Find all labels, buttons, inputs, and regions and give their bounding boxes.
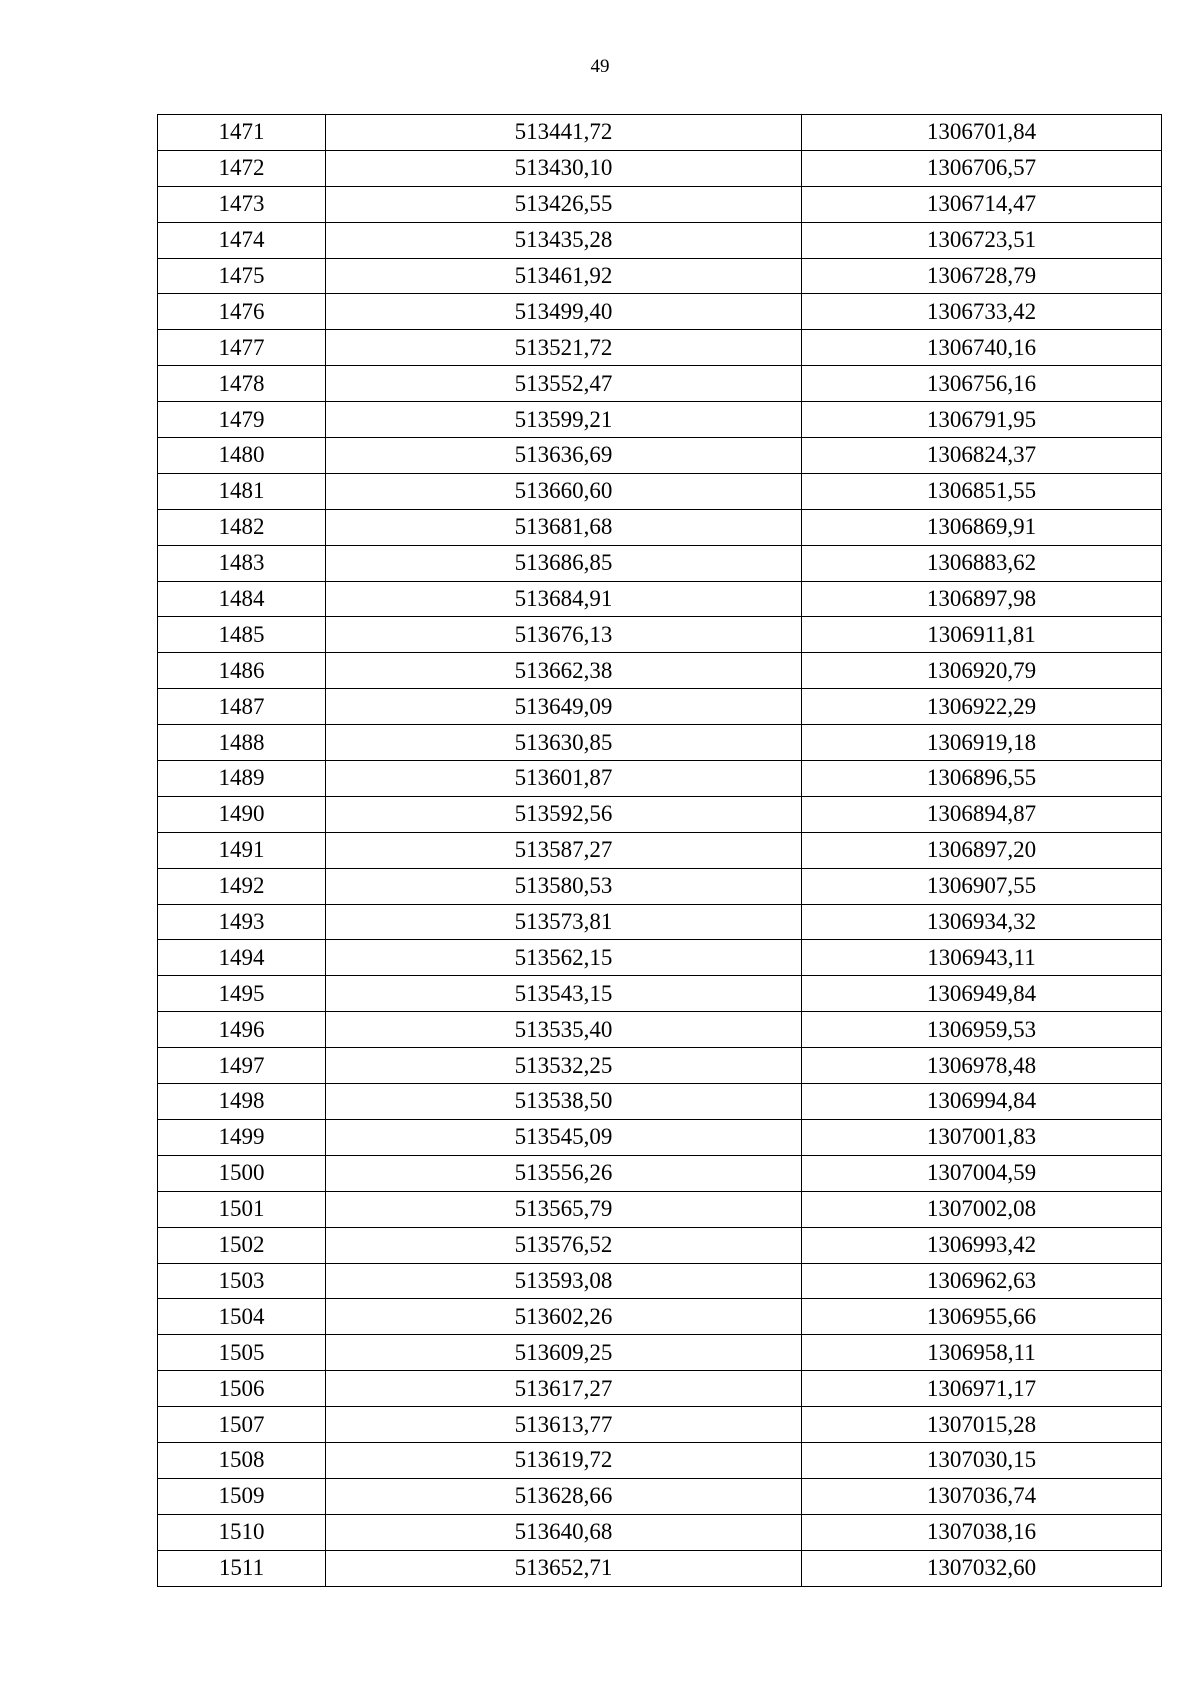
table-row [158,1227,1162,1263]
x-coordinate-cell: 513430,10 [326,150,802,186]
y-coordinate-cell: 1306943,11 [802,940,1162,976]
x-coordinate-cell: 513684,91 [326,581,802,617]
x-coordinate-cell: 513545,09 [326,1119,802,1155]
point-number-cell: 1502 [158,1227,326,1263]
table-row [158,653,1162,689]
y-coordinate-cell: 1306897,20 [802,832,1162,868]
x-coordinate-cell: 513538,50 [326,1084,802,1120]
table-row [158,545,1162,581]
point-number-cell: 1480 [158,438,326,474]
coordinates-table-body [158,115,1162,1587]
y-coordinate-cell: 1306851,55 [802,473,1162,509]
x-coordinate-cell: 513613,77 [326,1407,802,1443]
table-row [158,761,1162,797]
x-coordinate-cell: 513652,71 [326,1550,802,1586]
point-number-cell: 1511 [158,1550,326,1586]
point-number-cell: 1475 [158,258,326,294]
y-coordinate-cell: 1306701,84 [802,115,1162,151]
table-row [158,796,1162,832]
table-row [158,725,1162,761]
table-row [158,1442,1162,1478]
point-number-cell: 1482 [158,509,326,545]
point-number-cell: 1499 [158,1119,326,1155]
y-coordinate-cell: 1306911,81 [802,617,1162,653]
x-coordinate-cell: 513630,85 [326,725,802,761]
y-coordinate-cell: 1306919,18 [802,725,1162,761]
point-number-cell: 1505 [158,1335,326,1371]
table-row [158,509,1162,545]
point-number-cell: 1472 [158,150,326,186]
x-coordinate-cell: 513649,09 [326,689,802,725]
x-coordinate-cell: 513562,15 [326,940,802,976]
y-coordinate-cell: 1306959,53 [802,1012,1162,1048]
x-coordinate-cell: 513592,56 [326,796,802,832]
point-number-cell: 1508 [158,1442,326,1478]
point-number-cell: 1488 [158,725,326,761]
y-coordinate-cell: 1306971,17 [802,1371,1162,1407]
point-number-cell: 1490 [158,796,326,832]
table-row [158,1012,1162,1048]
y-coordinate-cell: 1307036,74 [802,1478,1162,1514]
y-coordinate-cell: 1306756,16 [802,366,1162,402]
x-coordinate-cell: 513573,81 [326,904,802,940]
point-number-cell: 1481 [158,473,326,509]
x-coordinate-cell: 513587,27 [326,832,802,868]
x-coordinate-cell: 513662,38 [326,653,802,689]
x-coordinate-cell: 513499,40 [326,294,802,330]
y-coordinate-cell: 1306958,11 [802,1335,1162,1371]
y-coordinate-cell: 1306706,57 [802,150,1162,186]
point-number-cell: 1474 [158,222,326,258]
point-number-cell: 1471 [158,115,326,151]
x-coordinate-cell: 513441,72 [326,115,802,151]
point-number-cell: 1489 [158,761,326,797]
point-number-cell: 1478 [158,366,326,402]
y-coordinate-cell: 1306869,91 [802,509,1162,545]
y-coordinate-cell: 1307030,15 [802,1442,1162,1478]
table-row [158,689,1162,725]
x-coordinate-cell: 513580,53 [326,868,802,904]
y-coordinate-cell: 1306791,95 [802,402,1162,438]
y-coordinate-cell: 1306949,84 [802,976,1162,1012]
table-row [158,366,1162,402]
point-number-cell: 1498 [158,1084,326,1120]
x-coordinate-cell: 513601,87 [326,761,802,797]
table-row [158,473,1162,509]
x-coordinate-cell: 513686,85 [326,545,802,581]
point-number-cell: 1507 [158,1407,326,1443]
x-coordinate-cell: 513619,72 [326,1442,802,1478]
x-coordinate-cell: 513461,92 [326,258,802,294]
table-row [158,1478,1162,1514]
x-coordinate-cell: 513681,68 [326,509,802,545]
table-row [158,1371,1162,1407]
table-row [158,1407,1162,1443]
table-row [158,868,1162,904]
point-number-cell: 1495 [158,976,326,1012]
table-row [158,940,1162,976]
x-coordinate-cell: 513640,68 [326,1514,802,1550]
point-number-cell: 1487 [158,689,326,725]
y-coordinate-cell: 1306894,87 [802,796,1162,832]
point-number-cell: 1503 [158,1263,326,1299]
table-row [158,1048,1162,1084]
point-number-cell: 1484 [158,581,326,617]
x-coordinate-cell: 513543,15 [326,976,802,1012]
x-coordinate-cell: 513599,21 [326,402,802,438]
x-coordinate-cell: 513676,13 [326,617,802,653]
point-number-cell: 1476 [158,294,326,330]
table-row [158,294,1162,330]
y-coordinate-cell: 1306714,47 [802,186,1162,222]
x-coordinate-cell: 513602,26 [326,1299,802,1335]
table-row [158,904,1162,940]
x-coordinate-cell: 513521,72 [326,330,802,366]
x-coordinate-cell: 513636,69 [326,438,802,474]
y-coordinate-cell: 1306728,79 [802,258,1162,294]
table-row [158,1084,1162,1120]
x-coordinate-cell: 513435,28 [326,222,802,258]
x-coordinate-cell: 513609,25 [326,1335,802,1371]
y-coordinate-cell: 1306740,16 [802,330,1162,366]
table-row [158,617,1162,653]
x-coordinate-cell: 513617,27 [326,1371,802,1407]
y-coordinate-cell: 1307001,83 [802,1119,1162,1155]
y-coordinate-cell: 1306723,51 [802,222,1162,258]
y-coordinate-cell: 1306896,55 [802,761,1162,797]
table-row [158,1191,1162,1227]
table-row [158,1263,1162,1299]
point-number-cell: 1492 [158,868,326,904]
x-coordinate-cell: 513535,40 [326,1012,802,1048]
point-number-cell: 1485 [158,617,326,653]
y-coordinate-cell: 1307015,28 [802,1407,1162,1443]
y-coordinate-cell: 1306978,48 [802,1048,1162,1084]
table-row [158,1119,1162,1155]
table-row [158,150,1162,186]
table-row [158,1299,1162,1335]
x-coordinate-cell: 513426,55 [326,186,802,222]
coordinates-table [157,114,1162,1587]
table-row [158,402,1162,438]
point-number-cell: 1497 [158,1048,326,1084]
y-coordinate-cell: 1306994,84 [802,1084,1162,1120]
point-number-cell: 1504 [158,1299,326,1335]
point-number-cell: 1491 [158,832,326,868]
point-number-cell: 1479 [158,402,326,438]
page-number: 49 [590,56,610,77]
table-row [158,186,1162,222]
y-coordinate-cell: 1306907,55 [802,868,1162,904]
y-coordinate-cell: 1306934,32 [802,904,1162,940]
table-row [158,1550,1162,1586]
y-coordinate-cell: 1306922,29 [802,689,1162,725]
table-row [158,258,1162,294]
table-row [158,976,1162,1012]
x-coordinate-cell: 513576,52 [326,1227,802,1263]
x-coordinate-cell: 513552,47 [326,366,802,402]
table-row [158,1514,1162,1550]
point-number-cell: 1500 [158,1155,326,1191]
y-coordinate-cell: 1307004,59 [802,1155,1162,1191]
point-number-cell: 1510 [158,1514,326,1550]
table-row [158,1335,1162,1371]
point-number-cell: 1473 [158,186,326,222]
x-coordinate-cell: 513532,25 [326,1048,802,1084]
x-coordinate-cell: 513628,66 [326,1478,802,1514]
y-coordinate-cell: 1306962,63 [802,1263,1162,1299]
point-number-cell: 1501 [158,1191,326,1227]
table-row [158,832,1162,868]
y-coordinate-cell: 1306733,42 [802,294,1162,330]
x-coordinate-cell: 513660,60 [326,473,802,509]
x-coordinate-cell: 513565,79 [326,1191,802,1227]
y-coordinate-cell: 1306824,37 [802,438,1162,474]
y-coordinate-cell: 1307038,16 [802,1514,1162,1550]
table-row [158,222,1162,258]
table-row [158,115,1162,151]
table-row [158,438,1162,474]
point-number-cell: 1486 [158,653,326,689]
point-number-cell: 1506 [158,1371,326,1407]
point-number-cell: 1494 [158,940,326,976]
y-coordinate-cell: 1306955,66 [802,1299,1162,1335]
table-row [158,581,1162,617]
y-coordinate-cell: 1307002,08 [802,1191,1162,1227]
table-row [158,1155,1162,1191]
y-coordinate-cell: 1307032,60 [802,1550,1162,1586]
point-number-cell: 1509 [158,1478,326,1514]
y-coordinate-cell: 1306883,62 [802,545,1162,581]
table-row [158,330,1162,366]
x-coordinate-cell: 513593,08 [326,1263,802,1299]
point-number-cell: 1483 [158,545,326,581]
point-number-cell: 1493 [158,904,326,940]
point-number-cell: 1496 [158,1012,326,1048]
point-number-cell: 1477 [158,330,326,366]
x-coordinate-cell: 513556,26 [326,1155,802,1191]
y-coordinate-cell: 1306993,42 [802,1227,1162,1263]
y-coordinate-cell: 1306897,98 [802,581,1162,617]
y-coordinate-cell: 1306920,79 [802,653,1162,689]
